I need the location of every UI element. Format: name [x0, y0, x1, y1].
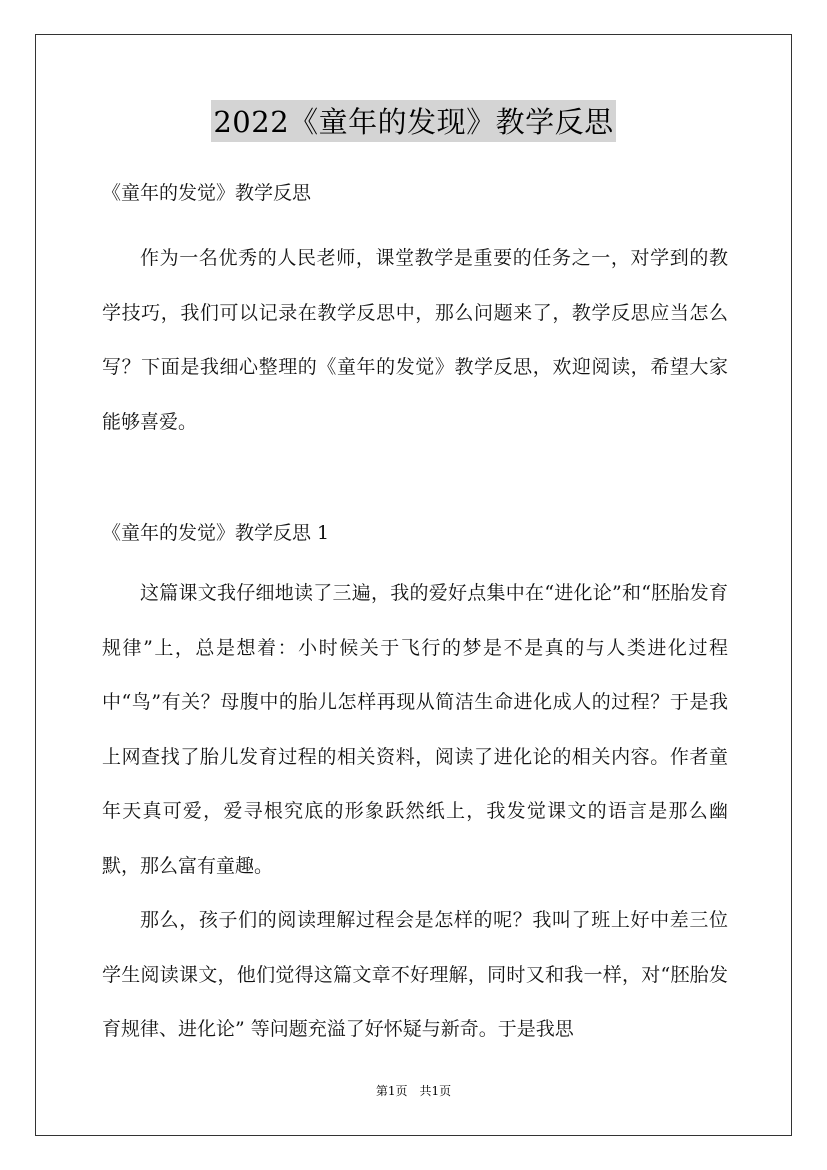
page-number: 第1页 — [375, 1084, 408, 1098]
document-title: 2022《童年的发现》教学反思 — [211, 100, 615, 142]
body-paragraph-1: 这篇课文我仔细地读了三遍，我的爱好点集中在“进化论”和“胚胎发育规律”上，总是想着：小时候关于飞行的梦是不是真的与人类进化过程中“鸟”有关？母腹中的胎儿怎样再现从简洁生命进化成人的过程？于是我上网查找了胎儿发育过程的相关资料，阅读了进化论的相关内容。作者童年天真可爱，爱寻根究底的形象跃然纸上，我发觉课文的语言是那么幽默，那么富有童趣。 — [102, 582, 728, 877]
page-footer — [0, 1082, 827, 1099]
section-heading: 《童年的发觉》教学反思 1 — [102, 522, 330, 544]
intro-paragraph: 作为一名优秀的人民老师，课堂教学是重要的任务之一，对学到的教学技巧，我们可以记录在教学反思中，那么问题来了，教学反思应当怎么写？下面是我细心整理的《童年的发觉》教学反思，欢迎阅读，希望大家能够喜爱。 — [102, 247, 728, 433]
document-body — [102, 176, 728, 1057]
body-paragraph-2: 那么，孩子们的阅读理解过程会是怎样的呢？我叫了班上好中差三位学生阅读课文，他们觉得这篇文章不好理解，同时又和我一样，对“胚胎发育规律、进化论” 等问题充溢了好怀疑与新奇。于是我思 — [102, 909, 728, 1040]
subtitle: 《童年的发觉》教学反思 — [102, 182, 312, 204]
page-total: 共1页 — [419, 1084, 452, 1098]
title-container — [0, 100, 827, 142]
